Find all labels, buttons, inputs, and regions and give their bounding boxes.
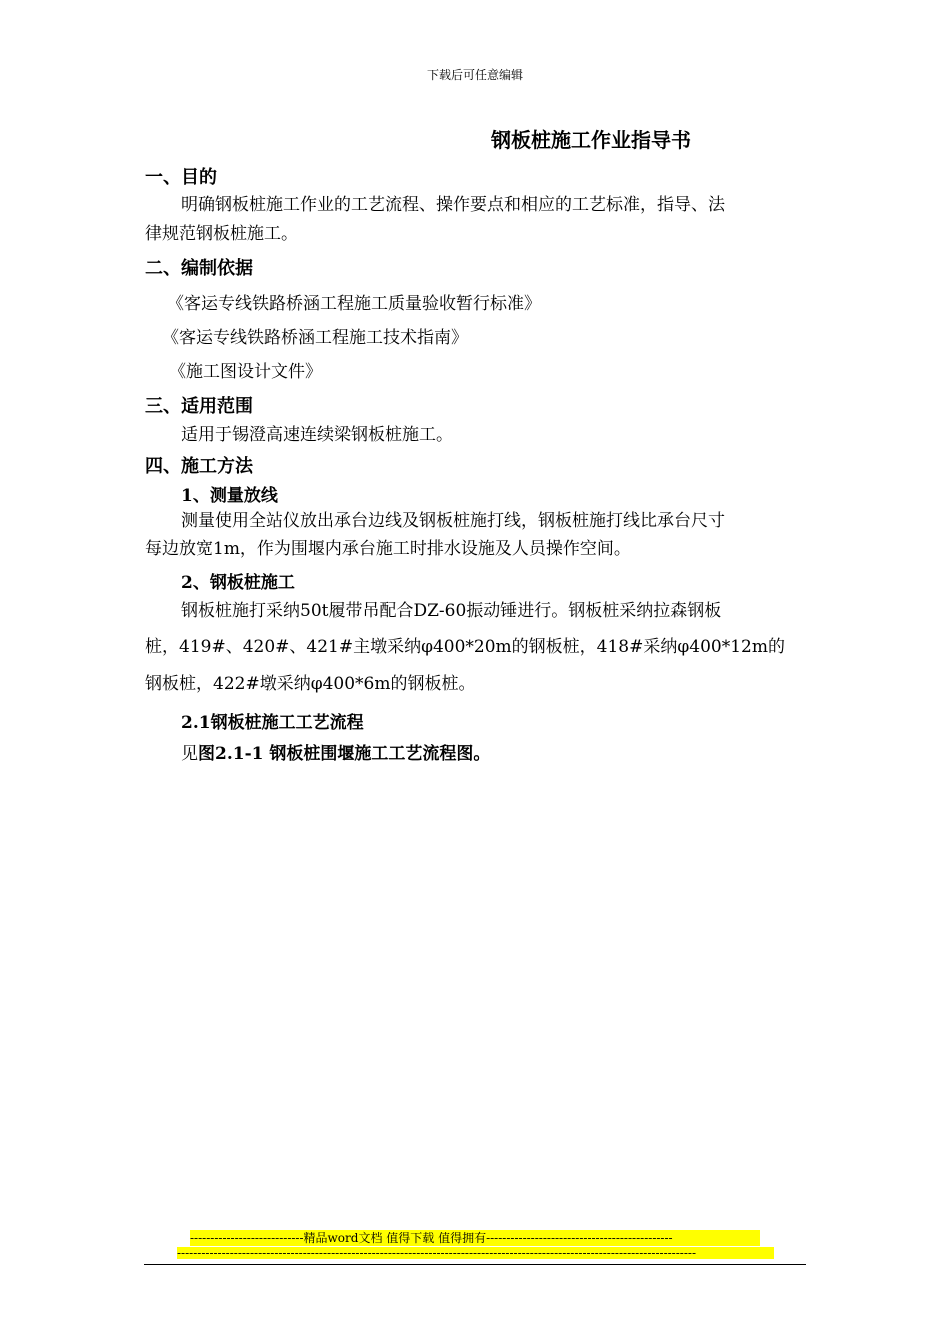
figure-reference: 图2.1-1 钢板桩围堰施工工艺流程图。 (198, 744, 491, 764)
subsection-heading-survey: 1、测量放线 (181, 486, 278, 506)
subsection-heading-process-flow: 2.1钢板桩施工工艺流程 (181, 713, 364, 733)
purpose-text-line-2: 律规范钢板桩施工。 (145, 224, 298, 244)
scope-text: 适用于锡澄高速连续梁钢板桩施工。 (181, 425, 453, 445)
survey-text-line-1: 测量使用全站仪放出承台边线及钢板桩施打线，钢板桩施打线比承台尺寸 (181, 511, 725, 531)
section-heading-scope: 三、适用范围 (145, 396, 253, 417)
basis-reference-1: 《客运专线铁路桥涵工程施工质量验收暂行标准》 (167, 294, 541, 314)
footer-rule (144, 1264, 806, 1265)
basis-reference-2: 《客运专线铁路桥涵工程施工技术指南》 (162, 328, 468, 348)
page-header-note: 下载后可任意编辑 (426, 68, 523, 82)
sheet-pile-text-line-1: 钢板桩施打采纳50t履带吊配合DZ-60振动锤进行。钢板桩采纳拉森钢板 (181, 601, 722, 621)
sheet-pile-text-line-3: 钢板桩，422#墩采纳φ400*6m的钢板桩。 (145, 674, 476, 694)
subsection-heading-sheet-pile: 2、钢板桩施工 (181, 573, 295, 593)
process-flow-reference (181, 740, 490, 768)
basis-reference-3: 《施工图设计文件》 (169, 362, 322, 382)
see-label: 见 (181, 744, 198, 764)
footer-banner-line-1: ----------------------------精品word文档 值得下载 值得拥有---------------------------------------------- (190, 1230, 760, 1246)
section-heading-basis: 二、编制依据 (145, 258, 253, 279)
footer-banner-line-2: -------------------------------------------------------------------------------------------------------------------------------- (177, 1247, 774, 1259)
sheet-pile-text-line-2: 桩，419#、420#、421#主墩采纳φ400*20m的钢板桩，418#采纳φ400*12m的 (145, 637, 785, 657)
section-heading-purpose: 一、目的 (145, 167, 217, 188)
purpose-text-line-1: 明确钢板桩施工作业的工艺流程、操作要点和相应的工艺标准，指导、法 (181, 195, 725, 215)
document-title: 钢板桩施工作业指导书 (491, 128, 691, 152)
survey-text-line-2: 每边放宽1m，作为围堰内承台施工时排水设施及人员操作空间。 (145, 539, 631, 559)
section-heading-method: 四、施工方法 (145, 456, 253, 477)
